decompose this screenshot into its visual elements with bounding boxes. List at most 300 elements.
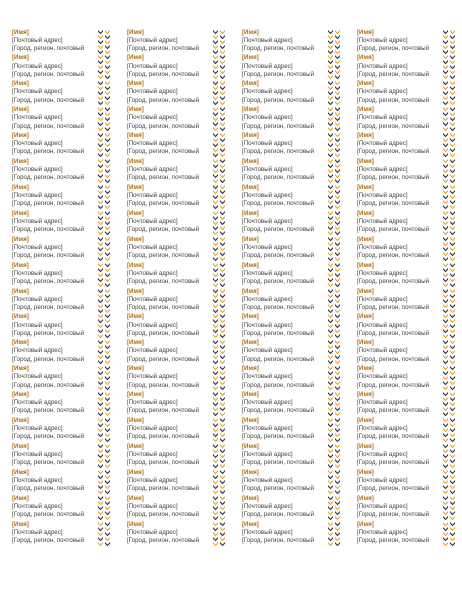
address-label[interactable] [127, 29, 235, 55]
address-label[interactable] [357, 236, 462, 262]
address-label[interactable] [12, 29, 120, 55]
chevron-mark [443, 237, 448, 241]
address-label[interactable] [357, 495, 462, 521]
chevron-mark [450, 91, 455, 95]
address-label[interactable] [12, 106, 120, 132]
chevron-mark [220, 91, 225, 95]
chevron-mark [335, 231, 340, 235]
address-label[interactable] [127, 184, 235, 210]
chevron-mark [443, 542, 448, 546]
address-label[interactable] [357, 80, 462, 106]
chevron-mark [220, 490, 225, 494]
chevron-mark [335, 278, 340, 282]
chevron-mark [328, 490, 333, 494]
chevron-mark [335, 164, 340, 168]
address-label[interactable] [357, 313, 462, 339]
address-label[interactable] [127, 495, 235, 521]
label-name: [Имя] [127, 520, 144, 528]
chevron-mark [105, 397, 110, 401]
chevron-mark [443, 179, 448, 183]
chevron-mark [105, 314, 110, 318]
chevron-mark [328, 470, 333, 474]
address-label[interactable] [127, 210, 235, 236]
address-label[interactable] [127, 417, 235, 443]
chevron-mark [335, 289, 340, 293]
chevron-mark [450, 60, 455, 64]
label-street-address: [Почтовый адрес] [242, 347, 293, 355]
chevron-mark [220, 35, 225, 39]
address-label[interactable] [357, 184, 462, 210]
chevron-mark [98, 319, 103, 323]
chevron-mark [328, 81, 333, 85]
chevron-mark [450, 35, 455, 39]
chevron-mark [98, 433, 103, 437]
chevron-mark [450, 506, 455, 510]
address-label[interactable] [12, 313, 120, 339]
label-street-address: [Почтовый адрес] [12, 217, 63, 225]
chevron-mark [213, 527, 218, 531]
address-label[interactable] [12, 158, 120, 184]
label-name: [Имя] [12, 80, 29, 88]
chevron-mark [443, 537, 448, 541]
chevron-mark [443, 511, 448, 515]
chevron-mark [328, 278, 333, 282]
address-label[interactable] [357, 339, 462, 365]
label-street-address: [Почтовый адрес] [242, 451, 293, 459]
chevron-mark [98, 112, 103, 116]
chevron-mark [98, 350, 103, 354]
chevron-stripe-icon [327, 262, 341, 288]
label-street-address: [Почтовый адрес] [127, 476, 178, 484]
chevron-mark [213, 423, 218, 427]
chevron-stripe-icon [442, 495, 456, 521]
chevron-mark [335, 428, 340, 432]
chevron-mark [328, 376, 333, 380]
chevron-mark [328, 75, 333, 79]
address-label[interactable] [127, 262, 235, 288]
chevron-mark [443, 485, 448, 489]
chevron-mark [450, 324, 455, 328]
chevron-mark [220, 273, 225, 277]
chevron-stripe-icon [97, 469, 111, 495]
label-city-line: [Город, регион, почтовый [357, 96, 430, 104]
chevron-mark [335, 237, 340, 241]
chevron-mark [98, 454, 103, 458]
chevron-mark [335, 117, 340, 121]
chevron-mark [443, 75, 448, 79]
chevron-mark [335, 299, 340, 303]
address-label[interactable] [12, 236, 120, 262]
address-label[interactable] [127, 391, 235, 417]
label-name: [Имя] [357, 468, 374, 476]
label-city-line: [Город, регион, почтовый [12, 407, 85, 415]
chevron-mark [105, 345, 110, 349]
label-street-address: [Почтовый адрес] [357, 347, 408, 355]
address-label[interactable] [242, 80, 350, 106]
chevron-mark [220, 211, 225, 215]
address-label[interactable] [12, 210, 120, 236]
chevron-mark [105, 211, 110, 215]
chevron-mark [98, 294, 103, 298]
chevron-mark [213, 30, 218, 34]
label-city-line: [Город, регион, почтовый [127, 433, 200, 441]
label-name: [Имя] [12, 209, 29, 217]
label-street-address: [Почтовый адрес] [127, 528, 178, 536]
chevron-mark [443, 470, 448, 474]
label-street-address: [Почтовый адрес] [127, 425, 178, 433]
label-street-address: [Почтовый адрес] [127, 347, 178, 355]
chevron-mark [450, 75, 455, 79]
address-label[interactable] [242, 313, 350, 339]
chevron-mark [443, 86, 448, 90]
address-label[interactable] [242, 417, 350, 443]
chevron-mark [105, 257, 110, 261]
address-label[interactable] [242, 184, 350, 210]
chevron-mark [105, 169, 110, 173]
chevron-mark [335, 185, 340, 189]
chevron-mark [220, 107, 225, 111]
chevron-mark [105, 231, 110, 235]
label-street-address: [Почтовый адрес] [12, 88, 63, 96]
chevron-mark [335, 386, 340, 390]
chevron-mark [328, 381, 333, 385]
chevron-mark [443, 117, 448, 121]
chevron-stripe-icon [212, 521, 226, 547]
chevron-mark [450, 268, 455, 272]
address-label[interactable] [357, 210, 462, 236]
chevron-mark [443, 381, 448, 385]
chevron-mark [450, 407, 455, 411]
label-name: [Имя] [12, 54, 29, 62]
chevron-mark [220, 418, 225, 422]
chevron-mark [213, 418, 218, 422]
chevron-mark [220, 112, 225, 116]
address-label[interactable] [242, 262, 350, 288]
chevron-mark [335, 112, 340, 116]
chevron-mark [443, 397, 448, 401]
address-label[interactable] [127, 339, 235, 365]
chevron-mark [450, 329, 455, 333]
address-label[interactable] [127, 443, 235, 469]
chevron-stripe-icon [97, 262, 111, 288]
chevron-mark [328, 237, 333, 241]
chevron-mark [335, 542, 340, 546]
chevron-mark [220, 366, 225, 370]
address-label[interactable] [127, 106, 235, 132]
chevron-stripe-icon [97, 236, 111, 262]
address-label[interactable] [12, 339, 120, 365]
chevron-mark [443, 329, 448, 333]
address-label[interactable] [242, 288, 350, 314]
label-name: [Имя] [357, 235, 374, 243]
chevron-mark [98, 402, 103, 406]
chevron-mark [220, 86, 225, 90]
chevron-mark [220, 506, 225, 510]
address-label[interactable] [12, 54, 120, 80]
chevron-mark [220, 511, 225, 515]
chevron-mark [450, 138, 455, 142]
chevron-mark [105, 355, 110, 359]
chevron-mark [213, 511, 218, 515]
address-label[interactable] [357, 391, 462, 417]
chevron-stripe-icon [97, 417, 111, 443]
label-street-address: [Почтовый адрес] [12, 295, 63, 303]
chevron-mark [335, 252, 340, 256]
chevron-stripe-icon [442, 521, 456, 547]
address-label[interactable] [357, 54, 462, 80]
label-name: [Имя] [127, 468, 144, 476]
address-label[interactable] [357, 132, 462, 158]
chevron-mark [443, 496, 448, 500]
chevron-mark [105, 309, 110, 313]
chevron-mark [443, 423, 448, 427]
address-label[interactable] [127, 521, 235, 547]
chevron-mark [220, 70, 225, 74]
chevron-mark [105, 86, 110, 90]
label-city-line: [Город, регион, почтовый [242, 252, 315, 260]
chevron-mark [450, 532, 455, 536]
address-label[interactable] [127, 158, 235, 184]
chevron-mark [328, 464, 333, 468]
label-name: [Имя] [12, 365, 29, 373]
chevron-mark [443, 314, 448, 318]
chevron-stripe-icon [97, 288, 111, 314]
chevron-mark [335, 50, 340, 54]
chevron-mark [450, 278, 455, 282]
chevron-mark [213, 480, 218, 484]
chevron-mark [98, 366, 103, 370]
chevron-mark [443, 480, 448, 484]
chevron-stripe-icon [442, 210, 456, 236]
address-label[interactable] [242, 495, 350, 521]
chevron-mark [450, 195, 455, 199]
chevron-mark [98, 257, 103, 261]
address-label[interactable] [357, 106, 462, 132]
label-name: [Имя] [357, 339, 374, 347]
address-label[interactable] [12, 184, 120, 210]
label-city-line: [Город, регион, почтовый [127, 70, 200, 78]
address-label[interactable] [242, 29, 350, 55]
chevron-mark [220, 470, 225, 474]
chevron-mark [98, 174, 103, 178]
chevron-mark [105, 532, 110, 536]
chevron-mark [220, 407, 225, 411]
chevron-mark [443, 340, 448, 344]
chevron-mark [335, 454, 340, 458]
address-label[interactable] [242, 339, 350, 365]
chevron-mark [328, 190, 333, 194]
chevron-mark [220, 345, 225, 349]
chevron-mark [335, 329, 340, 333]
chevron-mark [220, 96, 225, 100]
chevron-mark [220, 412, 225, 416]
chevron-stripe-icon [97, 313, 111, 339]
address-label[interactable] [127, 365, 235, 391]
address-label[interactable] [12, 443, 120, 469]
chevron-mark [213, 112, 218, 116]
chevron-mark [443, 143, 448, 147]
address-label[interactable] [242, 521, 350, 547]
label-city-line: [Город, регион, почтовый [12, 303, 85, 311]
address-label[interactable] [242, 236, 350, 262]
chevron-stripe-icon [212, 339, 226, 365]
label-name: [Имя] [12, 417, 29, 424]
chevron-mark [450, 433, 455, 437]
chevron-mark [213, 273, 218, 277]
chevron-mark [450, 438, 455, 442]
address-label[interactable] [242, 469, 350, 495]
address-label[interactable] [12, 262, 120, 288]
address-label[interactable] [357, 365, 462, 391]
chevron-mark [105, 60, 110, 64]
chevron-mark [213, 283, 218, 287]
address-label[interactable] [357, 417, 462, 443]
chevron-mark [335, 304, 340, 308]
chevron-mark [220, 350, 225, 354]
address-label[interactable] [12, 80, 120, 106]
chevron-mark [443, 464, 448, 468]
chevron-mark [105, 433, 110, 437]
address-label[interactable] [242, 158, 350, 184]
chevron-mark [213, 247, 218, 251]
address-label[interactable] [12, 521, 120, 547]
address-label[interactable] [357, 29, 462, 55]
address-label[interactable] [242, 443, 350, 469]
chevron-mark [105, 237, 110, 241]
chevron-mark [105, 334, 110, 338]
chevron-mark [328, 485, 333, 489]
address-label[interactable] [127, 132, 235, 158]
address-label[interactable] [242, 132, 350, 158]
label-street-address: [Почтовый адрес] [242, 114, 293, 122]
address-label[interactable] [12, 132, 120, 158]
chevron-mark [335, 324, 340, 328]
address-label[interactable] [12, 365, 120, 391]
chevron-mark [213, 226, 218, 230]
address-label[interactable] [357, 469, 462, 495]
chevron-mark [220, 278, 225, 282]
chevron-mark [328, 179, 333, 183]
address-label[interactable] [357, 158, 462, 184]
chevron-mark [105, 454, 110, 458]
chevron-mark [450, 501, 455, 505]
address-label[interactable] [357, 288, 462, 314]
address-label[interactable] [127, 288, 235, 314]
label-name: [Имя] [357, 54, 374, 62]
label-city-line: [Город, регион, почтовый [357, 511, 430, 519]
address-label[interactable] [242, 210, 350, 236]
address-label[interactable] [12, 391, 120, 417]
address-label[interactable] [357, 262, 462, 288]
chevron-mark [450, 40, 455, 44]
chevron-mark [450, 319, 455, 323]
label-street-address: [Почтовый адрес] [357, 295, 408, 303]
chevron-mark [213, 345, 218, 349]
label-name: [Имя] [127, 106, 144, 114]
chevron-mark [98, 205, 103, 209]
chevron-mark [335, 257, 340, 261]
chevron-mark [105, 324, 110, 328]
address-label[interactable] [12, 288, 120, 314]
chevron-mark [220, 324, 225, 328]
chevron-mark [220, 381, 225, 385]
chevron-mark [220, 263, 225, 267]
chevron-mark [98, 423, 103, 427]
chevron-stripe-icon [327, 339, 341, 365]
chevron-mark [98, 200, 103, 204]
chevron-mark [213, 454, 218, 458]
address-label[interactable] [242, 106, 350, 132]
chevron-mark [105, 496, 110, 500]
chevron-mark [335, 75, 340, 79]
address-label[interactable] [242, 365, 350, 391]
chevron-mark [335, 153, 340, 157]
label-street-address: [Почтовый адрес] [12, 192, 63, 200]
address-label[interactable] [357, 521, 462, 547]
address-label[interactable] [242, 54, 350, 80]
chevron-mark [105, 438, 110, 442]
chevron-stripe-icon [327, 391, 341, 417]
chevron-mark [220, 148, 225, 152]
label-street-address: [Почтовый адрес] [127, 269, 178, 277]
label-name: [Имя] [127, 391, 144, 399]
address-label[interactable] [127, 313, 235, 339]
chevron-mark [105, 226, 110, 230]
chevron-mark [98, 464, 103, 468]
chevron-mark [335, 81, 340, 85]
chevron-mark [213, 371, 218, 375]
label-city-line: [Город, регион, почтовый [357, 226, 430, 234]
label-street-address: [Почтовый адрес] [357, 217, 408, 225]
chevron-mark [335, 433, 340, 437]
chevron-stripe-icon [97, 365, 111, 391]
chevron-stripe-icon [212, 391, 226, 417]
chevron-mark [98, 75, 103, 79]
chevron-mark [335, 91, 340, 95]
address-label[interactable] [357, 443, 462, 469]
label-city-line: [Город, регион, почтовый [357, 355, 430, 363]
address-label[interactable] [12, 417, 120, 443]
chevron-mark [328, 60, 333, 64]
address-label[interactable] [127, 469, 235, 495]
address-label[interactable] [12, 469, 120, 495]
label-name: [Имя] [242, 183, 259, 191]
chevron-mark [213, 366, 218, 370]
address-label[interactable] [127, 80, 235, 106]
chevron-mark [105, 30, 110, 34]
label-name: [Имя] [242, 106, 259, 114]
label-city-line: [Город, регион, почтовый [127, 96, 200, 104]
chevron-mark [450, 101, 455, 105]
chevron-mark [328, 216, 333, 220]
address-label[interactable] [12, 495, 120, 521]
chevron-mark [443, 475, 448, 479]
chevron-mark [335, 449, 340, 453]
chevron-mark [220, 397, 225, 401]
chevron-mark [450, 294, 455, 298]
chevron-mark [98, 153, 103, 157]
label-city-line: [Город, регион, почтовый [127, 200, 200, 208]
label-city-line: [Город, регион, почтовый [357, 70, 430, 78]
address-label[interactable] [127, 54, 235, 80]
label-street-address: [Почтовый адрес] [127, 36, 178, 44]
chevron-mark [213, 148, 218, 152]
chevron-mark [105, 475, 110, 479]
address-label[interactable] [127, 236, 235, 262]
chevron-mark [335, 511, 340, 515]
chevron-mark [335, 273, 340, 277]
address-label[interactable] [242, 391, 350, 417]
